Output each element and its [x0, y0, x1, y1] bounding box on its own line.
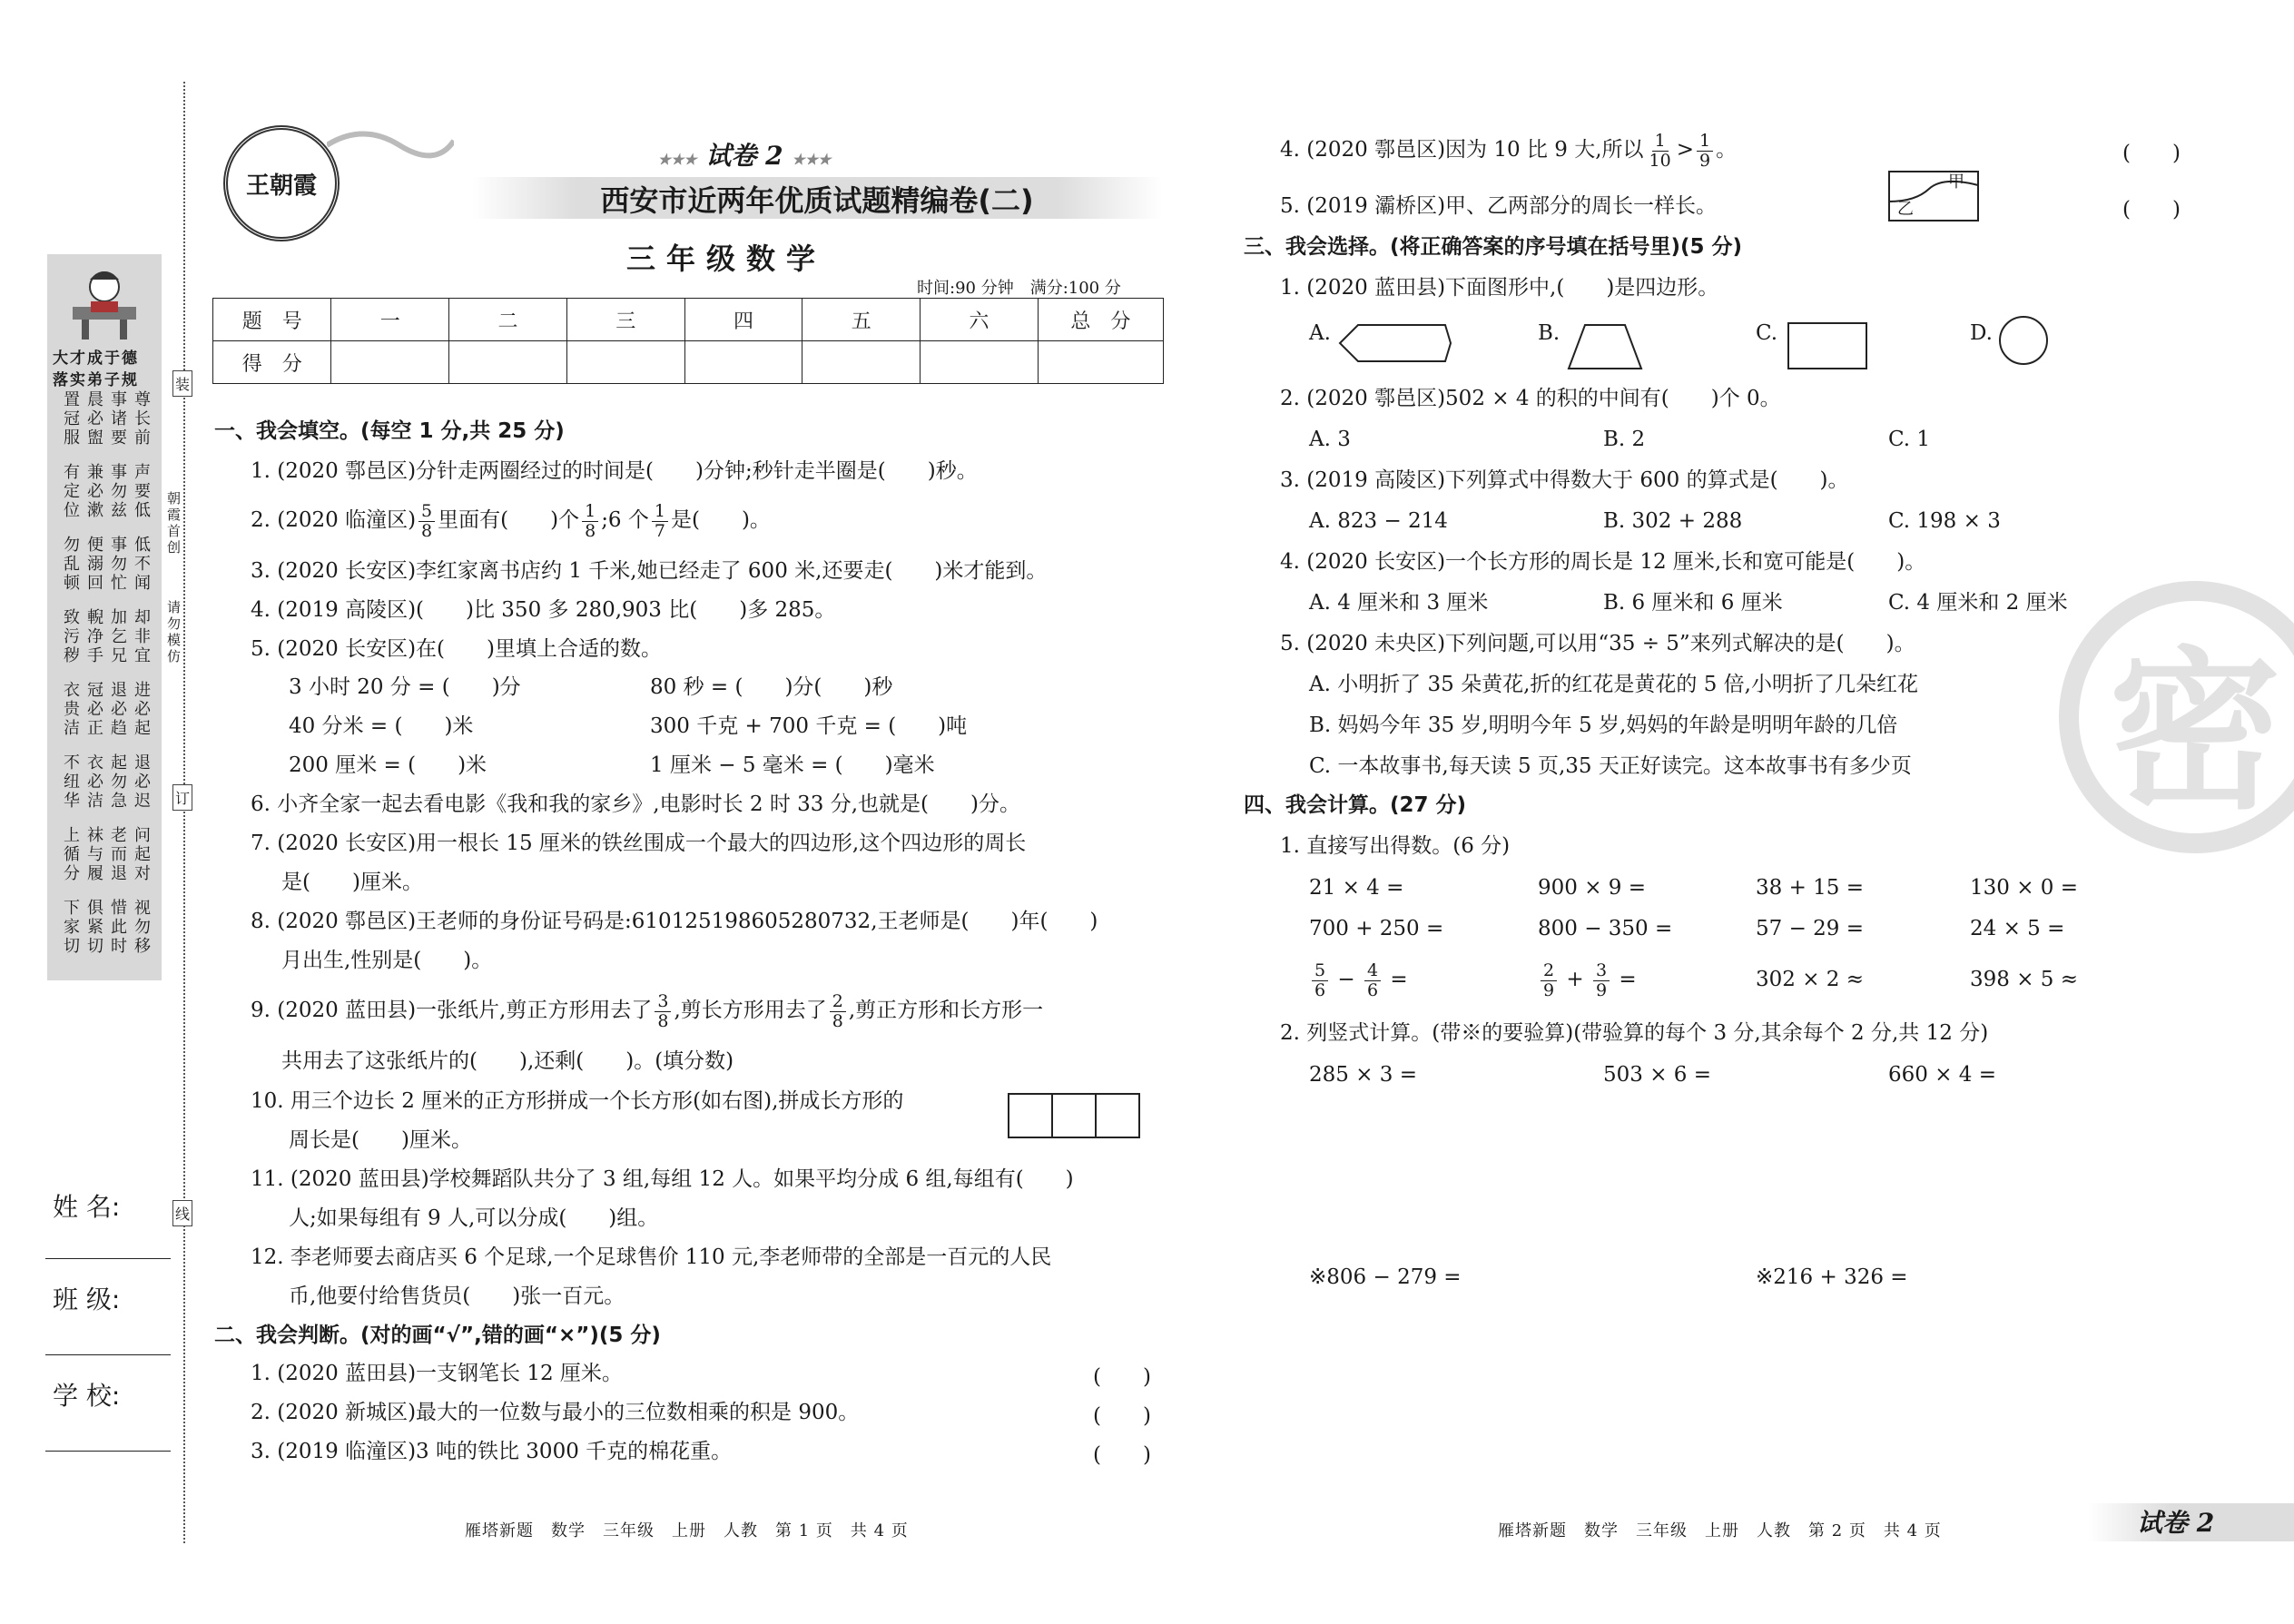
s1-q5-b: 80 秒 = ( )分( )秒 [650, 675, 893, 699]
s2-q2-answer[interactable]: ( ) [1093, 1404, 1151, 1428]
motto-column: 退必趋 [111, 681, 127, 738]
footer-right: 雁塔新题 数学 三年级 上册 人教 第 2 页 共 4 页 [1498, 1521, 1942, 1540]
motto-column: 老而退 [111, 826, 127, 883]
s3-q2-opt-b: B. 2 [1603, 428, 1646, 451]
s1-q5: 5. (2020 长安区)在( )里填上合适的数。 [251, 637, 662, 661]
s4-r1-c4: 130 × 0 = [1970, 876, 2079, 900]
s4-r3-c1: $\frac{5}{6}$ − $\frac{4}{6}$ = [1309, 957, 1408, 1002]
s4-q2: 2. 列竖式计算。(带※的要验算)(带验算的每个 3 分,其余每个 2 分,共 12 分) [1280, 1021, 1989, 1045]
score-row-label: 得 分 [213, 341, 331, 384]
fraction: $\frac{2}{9}$ [1541, 961, 1557, 1000]
fraction: $\frac{4}{6}$ [1364, 961, 1381, 1000]
fraction: $\frac{2}{8}$ [830, 992, 846, 1031]
motto-panel [47, 254, 162, 980]
s2-q5: 5. (2019 灞桥区)甲、乙两部分的周长一样长。 [1280, 194, 1718, 218]
score-col-6: 六 [921, 299, 1039, 341]
fraction: $\frac{1}{8}$ [582, 502, 598, 541]
s4-r2-c1: 700 + 250 = [1309, 917, 1444, 940]
paper-badge: 试卷 2 [705, 141, 783, 171]
motto-column: 置冠服 [64, 390, 80, 448]
s3-q3-opt-b: B. 302 + 288 [1603, 509, 1743, 533]
score-input-row [213, 341, 1164, 384]
section3-title: 三、我会选择。(将正确答案的序号填在括号里)(5 分) [1244, 235, 1743, 259]
binding-mark-zhuang: 装 [172, 370, 192, 397]
s3-q5-opt-c: C. 一本故事书,每天读 5 页,35 天正好读完。这本故事书有多少页 [1309, 754, 1912, 778]
s1-q10-line2: 周长是( )厘米。 [289, 1128, 472, 1152]
s1-q12-line2: 币,他要付给售货员( )张一百元。 [289, 1284, 625, 1308]
section2-title: 二、我会判断。(对的画“√”,错的画“×”)(5 分) [214, 1324, 661, 1347]
s3-q3-opt-c: C. 198 × 3 [1888, 509, 2001, 533]
school-field[interactable] [45, 1451, 171, 1452]
motto-column: 下家切 [64, 899, 80, 956]
motto-column: 事诸要 [111, 390, 127, 448]
motto-column: 事勿忙 [111, 536, 127, 593]
motto-column: 兼必漱 [87, 463, 103, 520]
s3-q2: 2. (2020 鄠邑区)502 × 4 的积的中间有( )个 0。 [1280, 387, 1781, 410]
s1-q5-c: 40 分米 = ( )米 [289, 714, 474, 738]
score-col-2: 二 [449, 299, 567, 341]
fraction: $\frac{1}{10}$ [1649, 130, 1671, 171]
footer-badge: 试卷 2 [2137, 1508, 2215, 1538]
s4-r3-c3: 302 × 2 ≈ [1756, 968, 1865, 991]
s3-q1-opt-d: D. [1970, 321, 1993, 345]
binding-note-1: 朝霞首创 [167, 490, 182, 556]
s2-q1: 1. (2020 蓝田县)一支钢笔长 12 厘米。 [251, 1362, 623, 1385]
s1-q11-line1: 11. (2020 蓝田县)学校舞蹈队共分了 3 组,每组 12 人。如果平均分成 6 组,每组有( ) [251, 1167, 1074, 1191]
ribbon-decoration [327, 118, 454, 176]
motto-column: 进必起 [134, 681, 151, 738]
s1-q7-line1: 7. (2020 长安区)用一根长 15 厘米的铁丝围成一个最大的四边形,这个四边形的周长 [251, 832, 1027, 855]
motto-column: 却非宜 [134, 608, 151, 665]
s1-q12-line1: 12. 李老师要去商店买 6 个足球,一个足球售价 110 元,李老师带的全部是一百元的人民 [251, 1245, 1052, 1269]
s3-q2-opt-c: C. 1 [1888, 428, 1931, 451]
s4-q2-c: 660 × 4 = [1888, 1063, 1997, 1087]
s4-r2-c4: 24 × 5 = [1970, 917, 2065, 940]
s3-q1-opt-c: C. [1756, 321, 1778, 345]
s3-q5: 5. (2020 未央区)下列问题,可以用“35 ÷ 5”来列式解决的是( )。 [1280, 632, 1915, 655]
s1-q5-d: 300 千克 + 700 千克 = ( )吨 [650, 714, 968, 738]
s2-q5-answer[interactable]: ( ) [2122, 198, 2181, 221]
s3-q4-opt-a: A. 4 厘米和 3 厘米 [1309, 591, 1489, 615]
rectangle-shape [1787, 321, 1868, 374]
s1-q9-line2: 共用去了这张纸片的( ),还剩( )。(填分数) [281, 1049, 734, 1073]
jia-yi-figure [1888, 171, 1979, 221]
motto-column: 加乞兄 [111, 608, 127, 665]
s2-q2: 2. (2020 新城区)最大的一位数与最小的三位数相乘的积是 900。 [251, 1401, 860, 1424]
fraction: $\frac{5}{6}$ [1312, 961, 1328, 1000]
motto-column: 起勿急 [111, 753, 127, 811]
section1-title: 一、我会填空。(每空 1 分,共 25 分) [214, 419, 565, 443]
s4-q1: 1. 直接写出得数。(6 分) [1280, 834, 1511, 858]
s4-r1-c1: 21 × 4 = [1309, 876, 1404, 900]
motto-column: 退必迟 [134, 753, 151, 811]
paper-title: 西安市近两年优质试题精编卷(二) [600, 183, 1034, 218]
motto-column: 晨必盥 [87, 390, 103, 448]
s4-r2-c3: 57 − 29 = [1756, 917, 1865, 940]
score-cell-7[interactable] [1038, 341, 1163, 384]
logo-text: 王朝霞 [245, 172, 317, 200]
s1-q7-line2: 是( )厘米。 [281, 871, 423, 894]
s4-q2-d: ※806 − 279 = [1309, 1265, 1462, 1289]
secret-watermark: 密 [2059, 581, 2294, 853]
s3-q1-opt-a: A. [1309, 321, 1331, 345]
s2-q3: 3. (2019 临潼区)3 吨的铁比 3000 千克的棉花重。 [251, 1440, 733, 1463]
s3-q4: 4. (2020 长安区)一个长方形的周长是 12 厘米,长和宽可能是( )。 [1280, 550, 1926, 574]
school-label: 学 校: [53, 1381, 121, 1411]
hexagon-shape [1338, 323, 1452, 367]
motto-column: 有定位 [64, 463, 80, 520]
motto-column: 冠必正 [87, 681, 103, 738]
score-col-3: 三 [566, 299, 684, 341]
circle-shape [1997, 314, 2050, 370]
fig-label-yi: 乙 [1897, 200, 1914, 219]
score-cell-5[interactable] [802, 341, 921, 384]
fraction: $\frac{3}{8}$ [655, 992, 671, 1031]
s1-q8-line2: 月出生,性别是( )。 [281, 949, 493, 972]
s3-q3-opt-a: A. 823 − 214 [1309, 509, 1448, 533]
badge-line: ★★★ 试卷 2 ★★★ [657, 141, 832, 171]
s4-r3-c2: $\frac{2}{9}$ + $\frac{3}{9}$ = [1538, 957, 1637, 1002]
s4-r2-c2: 800 − 350 = [1538, 917, 1673, 940]
footer-left: 雁塔新题 数学 三年级 上册 人教 第 1 页 共 4 页 [465, 1521, 909, 1540]
s1-q5-a: 3 小时 20 分 = ( )分 [289, 675, 521, 699]
motto-column: 輗净手 [87, 608, 103, 665]
s1-q3: 3. (2020 长安区)李红家离书店约 1 千米,她已经走了 600 米,还要走( )米才能到。 [251, 559, 1048, 583]
score-table [212, 298, 1164, 384]
s3-q5-opt-b: B. 妈妈今年 35 岁,明明今年 5 岁,妈妈的年龄是明明年龄的几倍 [1309, 714, 1898, 737]
s3-q1: 1. (2020 蓝田县)下面图形中,( )是四边形。 [1280, 276, 1719, 300]
motto-column: 声要低 [134, 463, 151, 520]
class-field[interactable] [45, 1354, 171, 1355]
fraction: $\frac{3}{9}$ [1593, 961, 1610, 1000]
s3-q1-opt-b: B. [1538, 321, 1561, 345]
motto-column: 致污秽 [64, 608, 80, 665]
class-label: 班 级: [53, 1284, 121, 1314]
motto-column: 衣贵洁 [64, 681, 80, 738]
motto-column: 勿乱顿 [64, 536, 80, 593]
score-cell-6[interactable] [921, 341, 1039, 384]
motto-column: 袜与履 [87, 826, 103, 883]
s1-q5-f: 1 厘米 − 5 毫米 = ( )毫米 [650, 753, 935, 777]
motto-column: 上循分 [64, 826, 80, 883]
s2-q1-answer[interactable]: ( ) [1093, 1365, 1151, 1389]
fig-label-jia: 甲 [1948, 172, 1964, 192]
binding-dotted-line [183, 82, 185, 1543]
trapezoid-shape [1567, 323, 1643, 374]
score-col-1: 一 [331, 299, 449, 341]
binding-mark-ding: 订 [172, 784, 192, 811]
motto-bottom: 落实弟子规 [53, 371, 139, 389]
score-cell-1[interactable] [331, 341, 449, 384]
section4-title: 四、我会计算。(27 分) [1244, 793, 1467, 817]
s2-q3-answer[interactable]: ( ) [1093, 1443, 1151, 1467]
binding-mark-xian: 线 [172, 1200, 192, 1226]
motto-columns [56, 390, 156, 971]
motto-column: 俱紧切 [87, 899, 103, 956]
s1-q8-line1: 8. (2020 鄠邑区)王老师的身份证号码是:610125198605280732,王老师是( )年( ) [251, 910, 1098, 933]
s4-q2-a: 285 × 3 = [1309, 1063, 1418, 1087]
s4-r3-c4: 398 × 5 ≈ [1970, 968, 2079, 991]
three-squares-figure [1008, 1093, 1140, 1142]
motto-column: 不纽华 [64, 753, 80, 811]
s1-q5-e: 200 厘米 = ( )米 [289, 753, 487, 777]
s1-q6: 6. 小齐全家一起去看电影《我和我的家乡》,电影时长 2 时 33 分,也就是( )分。 [251, 792, 1020, 816]
s2-q4-answer[interactable]: ( ) [2122, 142, 2181, 165]
name-label: 姓 名: [53, 1192, 121, 1222]
score-col-5: 五 [802, 299, 921, 341]
time-info: 时间:90 分钟 满分:100 分 [917, 279, 1121, 298]
binding-note-2: 请勿模仿 [167, 599, 182, 664]
motto-column: 尊长前 [134, 390, 151, 448]
s1-q11-line2: 人;如果每组有 9 人,可以分成( )组。 [289, 1206, 659, 1230]
score-cell-2[interactable] [449, 341, 567, 384]
subject-title: 三年级数学 [625, 241, 826, 276]
s1-q4: 4. (2019 高陵区)( )比 350 多 280,903 比( )多 285。 [251, 598, 836, 622]
score-header-row [213, 299, 1164, 341]
s4-q2-e: ※216 + 326 = [1756, 1265, 1908, 1289]
fraction: $\frac{5}{8}$ [418, 502, 435, 541]
score-cell-3[interactable] [566, 341, 684, 384]
score-col-4: 四 [684, 299, 802, 341]
motto-top: 大才成于德 [53, 349, 139, 368]
name-field[interactable] [45, 1258, 171, 1259]
score-total-header: 总 分 [1038, 299, 1163, 341]
s1-q2: 2. (2020 临潼区) $\frac{5}{8}$ 里面有( )个 $\frac{1}{8}$ ;6 个 $\frac{1}{7}$ 是( )。 [251, 500, 771, 541]
s2-q4: 4. (2020 鄠邑区)因为 10 比 9 大,所以 $\frac{1}{10}$ > $\frac{1}{9}$ 。 [1280, 130, 1738, 171]
fraction: $\frac{1}{7}$ [652, 502, 668, 541]
motto-column: 问起对 [134, 826, 151, 883]
s4-r1-c2: 900 × 9 = [1538, 876, 1647, 900]
s1-q10-line1: 10. 用三个边长 2 厘米的正方形拼成一个长方形(如右图),拼成长方形的 [251, 1089, 904, 1113]
s3-q3: 3. (2019 高陵区)下列算式中得数大于 600 的算式是( )。 [1280, 468, 1849, 492]
s4-r1-c3: 38 + 15 = [1756, 876, 1865, 900]
logo [223, 125, 340, 241]
motto-column: 衣必洁 [87, 753, 103, 811]
motto-column: 便溺回 [87, 536, 103, 593]
s3-q2-opt-a: A. 3 [1309, 428, 1351, 451]
score-cell-4[interactable] [684, 341, 802, 384]
s4-q2-b: 503 × 6 = [1603, 1063, 1712, 1087]
s3-q4-opt-c: C. 4 厘米和 2 厘米 [1888, 591, 2068, 615]
motto-column: 视勿移 [134, 899, 151, 956]
score-header-label: 题 号 [213, 299, 331, 341]
s3-q4-opt-b: B. 6 厘米和 6 厘米 [1603, 591, 1783, 615]
motto-column: 惜此时 [111, 899, 127, 956]
fraction: $\frac{1}{9}$ [1697, 132, 1713, 171]
scholar-figure-image [64, 261, 145, 341]
s1-q9-line1: 9. (2020 蓝田县)一张纸片,剪正方形用去了 $\frac{3}{8}$ ,剪长方形用去了 $\frac{2}{8}$ ,剪正方形和长方形一 [251, 990, 1044, 1031]
s3-q5-opt-a: A. 小明折了 35 朵黄花,折的红花是黄花的 5 倍,小明折了几朵红花 [1309, 673, 1918, 696]
motto-column: 事勿兹 [111, 463, 127, 520]
motto-column: 低不闻 [134, 536, 151, 593]
s1-q1: 1. (2020 鄠邑区)分针走两圈经过的时间是( )分钟;秒针走半圈是( )秒。 [251, 459, 978, 483]
